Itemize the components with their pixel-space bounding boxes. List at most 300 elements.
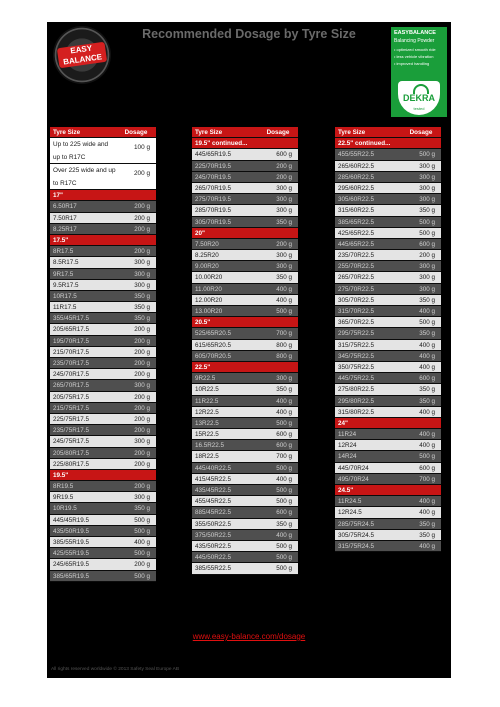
dosage-cell: 400 g [134,539,150,546]
dosage-cell: 300 g [134,270,150,278]
table-row [50,515,156,526]
dosage-cell: 300 g [419,285,435,293]
tyre-size-cell: 235/70R22.5 [338,252,375,260]
table-row [192,261,298,272]
dosage-cell: 600 g [276,509,292,517]
dosage-cell: 300 g [276,196,292,204]
tyre-size-cell: 275/80R22.5 [338,386,375,394]
table-row [335,217,441,228]
table-row [335,530,441,541]
tyre-size-cell: 305/75R24.5 [338,531,375,539]
table-row [50,213,156,224]
tyre-size-cell: 11R17.5 [53,304,77,312]
dosage-cell: 100 g [134,144,150,152]
dosage-cell: 300 g [419,173,435,181]
table-row [335,351,441,362]
dosage-cell: 500 g [276,308,292,315]
dosage-cell: 200 g [134,460,150,468]
page-title: Recommended Dosage by Tyre Size [142,27,356,41]
table-row [335,317,441,328]
table-row [192,418,298,429]
tyre-size-cell: 375/50R22.5 [195,531,232,539]
table-row [50,537,156,548]
table-row [335,519,441,530]
rim-size-heading: 22.5" continued... [338,140,391,148]
table-row [50,313,156,324]
tyre-size-cell: 285/60R22.5 [338,173,375,181]
table-row [50,336,156,347]
table-row [50,280,156,291]
table-row [50,269,156,280]
rim-size-heading: 20.5" [195,319,211,327]
dosage-cell: 400 g [419,352,435,360]
dosage-cell: 200 g [134,371,150,379]
tyre-size-cell: 10R22.5 [195,386,219,394]
rim-size-heading: 19.5" continued... [195,140,248,148]
table-row [192,407,298,418]
table-row [50,403,156,414]
dosage-cell: 350 g [276,218,292,226]
badge-bullet: • less vehicle vibration [394,54,434,59]
dosage-cell: 400 g [276,397,292,405]
tyre-size-cell: 13R22.5 [195,419,219,427]
dosage-cell: 500 g [419,319,435,327]
section-row [192,362,298,373]
dosage-cell: 300 g [419,162,435,170]
dosage-cell: 200 g [134,326,150,334]
dosage-cell: 300 g [419,263,435,271]
dosage-cell: 350 g [134,292,150,300]
table-row [335,507,441,518]
table-row [335,295,441,306]
dosage-cell: 300 g [276,263,292,271]
table-row [192,194,298,205]
table-row [335,228,441,239]
dosage-cell: 200 g [134,561,150,569]
section-row [192,317,298,328]
table-row [335,183,441,194]
table-row [335,194,441,205]
dosage-cell: 300 g [419,274,435,282]
tyre-size-cell: 605/70R20.5 [195,352,232,360]
table-row [50,246,156,257]
dosage-cell: 350 g [419,296,435,304]
dosage-cell: 200 g [419,252,435,260]
rim-size-heading: 24" [338,419,348,427]
dosage-cell: 500 g [276,498,292,506]
table-row [50,257,156,268]
tyre-size-cell: 445/75R22.5 [338,375,375,383]
table-header [192,127,298,138]
table-header [335,127,441,138]
tyre-size-cell: 9R19.5 [53,494,74,502]
tyre-size-cell: 355/45R17.5 [53,315,90,323]
dosage-cell: 400 g [419,442,435,450]
dosage-cell: 500 g [276,542,292,550]
dosage-cell: 400 g [419,509,435,517]
table-row [335,384,441,395]
dosage-cell: 200 g [134,248,150,256]
dosage-cell: 500 g [276,464,292,472]
table-row [192,340,298,351]
table-row [192,451,298,462]
tyre-size-cell: 8.25R17 [53,225,77,233]
tyre-size-cell: 215/75R17.5 [53,404,90,412]
table-row [192,351,298,362]
tyre-size-cell: 215/70R17.5 [53,348,90,356]
section-row [335,418,441,429]
header-dosage: Dosage [266,129,290,136]
dosage-table-column-3 [335,127,441,552]
dosage-cell: 300 g [276,375,292,383]
tyre-size-cell: 445/45R19.5 [53,516,90,524]
tyre-size-cell: 435/50R19.5 [53,527,90,535]
table-row [335,474,441,485]
tyre-size-cell: 8.25R20 [195,252,219,260]
table-row [192,295,298,306]
dosage-cell: 300 g [134,281,150,289]
dosage-cell: 350 g [419,397,435,405]
table-row [192,552,298,563]
table-row [50,436,156,447]
tyre-size-cell: 305/70R19.5 [195,218,232,226]
dosage-cell: 700 g [276,330,292,338]
dosage-cell: 500 g [419,151,435,159]
tyre-size-cell: 275/70R19.5 [195,196,232,204]
section-row [192,228,298,239]
tyre-size-cell: 205/80R17.5 [53,449,90,457]
table-row [192,205,298,216]
tyre-size-cell: 350/75R22.5 [338,363,375,371]
tyre-size-cell: 415/45R22.5 [195,475,232,483]
tyre-size-cell: 315/60R22.5 [338,207,375,215]
rim-size-heading: 20" [195,229,205,237]
tyre-size-cell: 8R17.5 [53,248,74,256]
tyre-size-cell: 425/65R22.5 [338,229,375,237]
dosage-cell: 600 g [419,375,435,383]
tyre-size-cell: Up to 225 wide and up to R17C [53,141,109,162]
tyre-size-cell: 445/65R22.5 [338,240,375,248]
badge-title: EASYBALANCE [394,30,436,36]
tyre-size-cell: 435/45R22.5 [195,487,232,494]
dosage-link[interactable]: www.easy-balance.com/dosage [192,632,306,641]
table-row [335,149,441,160]
section-row [192,138,298,149]
dosage-cell: 350 g [419,207,435,215]
dosage-cell: 700 g [419,475,435,483]
dosage-cell: 600 g [419,240,435,248]
section-row [50,235,156,246]
tyre-size-cell: 9R22.5 [195,375,216,383]
table-row [335,373,441,384]
copyright-text: All rights reserved worldwide © 2013 Safety Seal Europe AB [51,667,180,672]
dosage-cell: 800 g [276,352,292,360]
tyre-size-cell: 195/70R17.5 [53,337,90,345]
table-row [192,239,298,250]
tyre-size-cell: 245/70R19.5 [195,173,232,181]
dosage-cell [258,228,298,238]
dosage-cell: 600 g [276,151,292,159]
tyre-size-cell: 885/45R22.5 [195,509,232,517]
tyre-size-cell: 525/65R20.5 [195,330,232,338]
tyre-size-cell: 445/65R19.5 [195,151,232,159]
tyre-size-cell: 225/70R19.5 [195,162,232,170]
header-dosage: Dosage [409,129,433,136]
badge-bullet: • improved handling [394,61,430,66]
dosage-cell: 500 g [276,487,292,494]
tyre-size-cell: 225/75R17.5 [53,415,90,423]
dosage-cell: 350 g [276,520,292,528]
table-row [192,149,298,160]
tyre-size-cell: 10.00R20 [195,274,223,282]
dosage-cell [116,470,156,480]
tyre-size-cell: 305/70R22.5 [338,296,375,304]
tyre-size-cell: 9.5R17.5 [53,281,79,289]
table-row [335,161,441,172]
dosage-cell: 200 g [134,203,150,211]
dosage-cell: 350 g [276,274,292,282]
dosage-cell: 200 g [134,483,150,491]
tyre-size-cell: 285/70R19.5 [195,207,232,215]
tyre-size-cell: 265/60R22.5 [338,162,375,170]
tyre-size-cell: 265/70R17.5 [53,382,90,390]
table-row [335,328,441,339]
tyre-size-cell: 205/75R17.5 [53,393,90,401]
table-row [192,272,298,283]
table-row [50,559,156,570]
tyre-size-cell: 315/80R22.5 [338,408,375,416]
tyre-size-cell: 16.5R22.5 [195,442,225,450]
table-row [335,172,441,183]
badge-subtitle: Balancing Powder [394,38,435,44]
tyre-size-cell: 265/70R19.5 [195,184,232,192]
table-row [50,164,156,190]
table-row [192,485,298,496]
tyre-size-cell: 11R22.5 [195,397,219,405]
tyre-size-cell: 235/75R17.5 [53,427,90,435]
dosage-cell: 500 g [419,229,435,237]
dosage-cell: 400 g [276,531,292,539]
table-row [192,306,298,317]
dekra-seal [398,81,440,115]
tyre-size-cell: 305/60R22.5 [338,196,375,204]
table-row [192,530,298,541]
tyre-size-cell: 275/70R22.5 [338,285,375,293]
dosage-cell: 350 g [134,304,150,312]
dosage-cell: 300 g [419,196,435,204]
table-row [192,183,298,194]
tyre-size-cell: 315/75R22.5 [338,341,375,349]
section-row [335,138,441,149]
tyre-size-cell: 445/70R24 [338,464,369,472]
dosage-table-column-1 [50,127,156,582]
tyre-size-cell: 385/55R22.5 [195,565,232,573]
dosage-cell: 800 g [276,341,292,349]
tyre-size-cell: 385/65R19.5 [53,572,90,580]
tyre-size-cell: 10R17.5 [53,292,77,300]
header-dosage: Dosage [124,129,148,136]
table-row [192,496,298,507]
dosage-table-column-2 [192,127,298,575]
tyre-size-cell: 18R22.5 [195,453,219,461]
dosage-cell: 200 g [134,170,150,178]
tyre-size-cell: 295/60R22.5 [338,184,375,192]
tyre-size-cell: 13.00R20 [195,308,223,315]
tyre-size-cell: 6.50R17 [53,203,77,211]
dosage-cell: 350 g [419,330,435,338]
table-row [50,481,156,492]
easybalance-badge [391,27,447,117]
dosage-cell [401,485,441,495]
table-row [192,172,298,183]
tyre-size-cell: 12R24.5 [338,509,362,517]
table-row [192,563,298,574]
dosage-cell: 200 g [134,404,150,412]
dosage-cell [258,317,298,327]
tyre-size-cell: 12R22.5 [195,408,219,416]
dosage-cell: 300 g [134,259,150,267]
dosage-cell [258,138,298,148]
table-row [335,463,441,474]
table-row [192,519,298,530]
table-row [192,373,298,384]
table-row [335,496,441,507]
header-tyre-size: Tyre Size [338,129,366,136]
tyre-size-cell: Over 225 wide and up to R17C [53,167,116,188]
dosage-cell: 350 g [276,386,292,394]
table-row [335,396,441,407]
dosage-cell: 200 g [134,337,150,345]
tyre-size-cell: 315/70R22.5 [338,308,375,315]
dosage-cell: 600 g [276,431,292,439]
dosage-cell [401,138,441,148]
dosage-cell [258,362,298,372]
tyre-size-cell: 9R17.5 [53,270,74,278]
table-row [192,384,298,395]
tyre-size-cell: 265/70R22.5 [338,274,375,282]
dosage-cell: 200 g [134,214,150,222]
table-row [50,302,156,313]
tyre-size-cell: 455/55R22.5 [338,151,375,159]
tyre-size-cell: 11.00R20 [195,285,222,293]
dosage-cell: 500 g [134,550,150,558]
dosage-cell: 400 g [419,408,435,416]
dosage-cell: 500 g [276,554,292,562]
tyre-size-cell: 455/45R22.5 [195,498,232,506]
dosage-cell: 400 g [276,285,292,293]
section-row [335,485,441,496]
dosage-cell: 300 g [276,252,292,260]
dosage-cell: 500 g [419,453,435,461]
table-row [192,541,298,552]
tyre-size-cell: 295/75R22.5 [338,330,375,338]
dosage-cell: 200 g [134,427,150,435]
dosage-cell: 500 g [134,572,150,580]
tyre-size-cell: 12.00R20 [195,296,223,304]
table-row [50,571,156,582]
table-row [192,250,298,261]
rim-size-heading: 17" [53,192,63,200]
table-row [50,503,156,514]
dosage-cell: 400 g [276,296,292,304]
dosage-cell: 200 g [276,173,292,181]
tyre-size-cell: 8R19.5 [53,483,74,491]
rim-size-heading: 22.5" [195,363,211,371]
table-row [50,414,156,425]
rim-size-heading: 19.5" [53,471,69,479]
tyre-size-cell: 315/75R24.5 [338,542,375,550]
table-row [335,205,441,216]
dosage-cell: 500 g [134,527,150,535]
table-row [50,347,156,358]
table-row [335,362,441,373]
dosage-cell [401,418,441,428]
table-row [335,407,441,418]
tyre-size-cell: 385/65R22.5 [338,218,375,226]
table-row [192,463,298,474]
dosage-cell: 600 g [276,442,292,450]
table-row [335,250,441,261]
section-row [50,470,156,481]
dosage-cell: 300 g [134,382,150,390]
tyre-size-cell: 8.5R17.5 [53,259,79,267]
logo-text: EASY BALANCE [57,42,107,68]
table-row [50,392,156,403]
table-row [50,459,156,470]
tyre-size-cell: 9.00R20 [195,263,219,271]
dosage-cell: 300 g [419,184,435,192]
table-row [50,201,156,212]
table-row [192,328,298,339]
table-row [50,425,156,436]
tyre-size-cell: 235/70R17.5 [53,360,90,367]
dekra-label: DEKRA [402,93,435,103]
dosage-cell: 300 g [134,494,150,502]
dosage-cell: 400 g [419,341,435,349]
dosage-cell: 200 g [276,240,292,248]
dosage-cell: 350 g [419,386,435,394]
dekra-tested-label: tested [413,106,425,111]
tyre-size-cell: 12R24 [338,442,357,450]
dosage-cell: 200 g [276,162,292,170]
table-row [335,340,441,351]
tyre-size-cell: 245/65R19.5 [53,561,90,569]
table-row [192,284,298,295]
table-row [50,526,156,537]
dosage-cell: 300 g [134,438,150,446]
table-row [50,380,156,391]
table-row [335,541,441,552]
dosage-cell: 400 g [419,363,435,371]
table-row [335,429,441,440]
dosage-cell: 500 g [134,516,150,524]
dosage-cell: 200 g [134,449,150,457]
dosage-cell: 350 g [419,531,435,539]
table-row [335,451,441,462]
table-header [50,127,156,138]
tyre-size-cell: 10R19.5 [53,505,77,513]
table-row [335,261,441,272]
dosage-cell: 300 g [276,207,292,215]
tyre-size-cell: 11R24.5 [338,498,362,506]
rim-size-heading: 24.5" [338,487,354,494]
section-row [50,190,156,201]
dosage-cell: 500 g [419,218,435,226]
tyre-size-cell: 425/55R19.5 [53,550,90,558]
dosage-cell: 350 g [134,315,150,323]
dosage-cell: 400 g [419,542,435,550]
tyre-size-cell: 7.50R17 [53,214,77,222]
